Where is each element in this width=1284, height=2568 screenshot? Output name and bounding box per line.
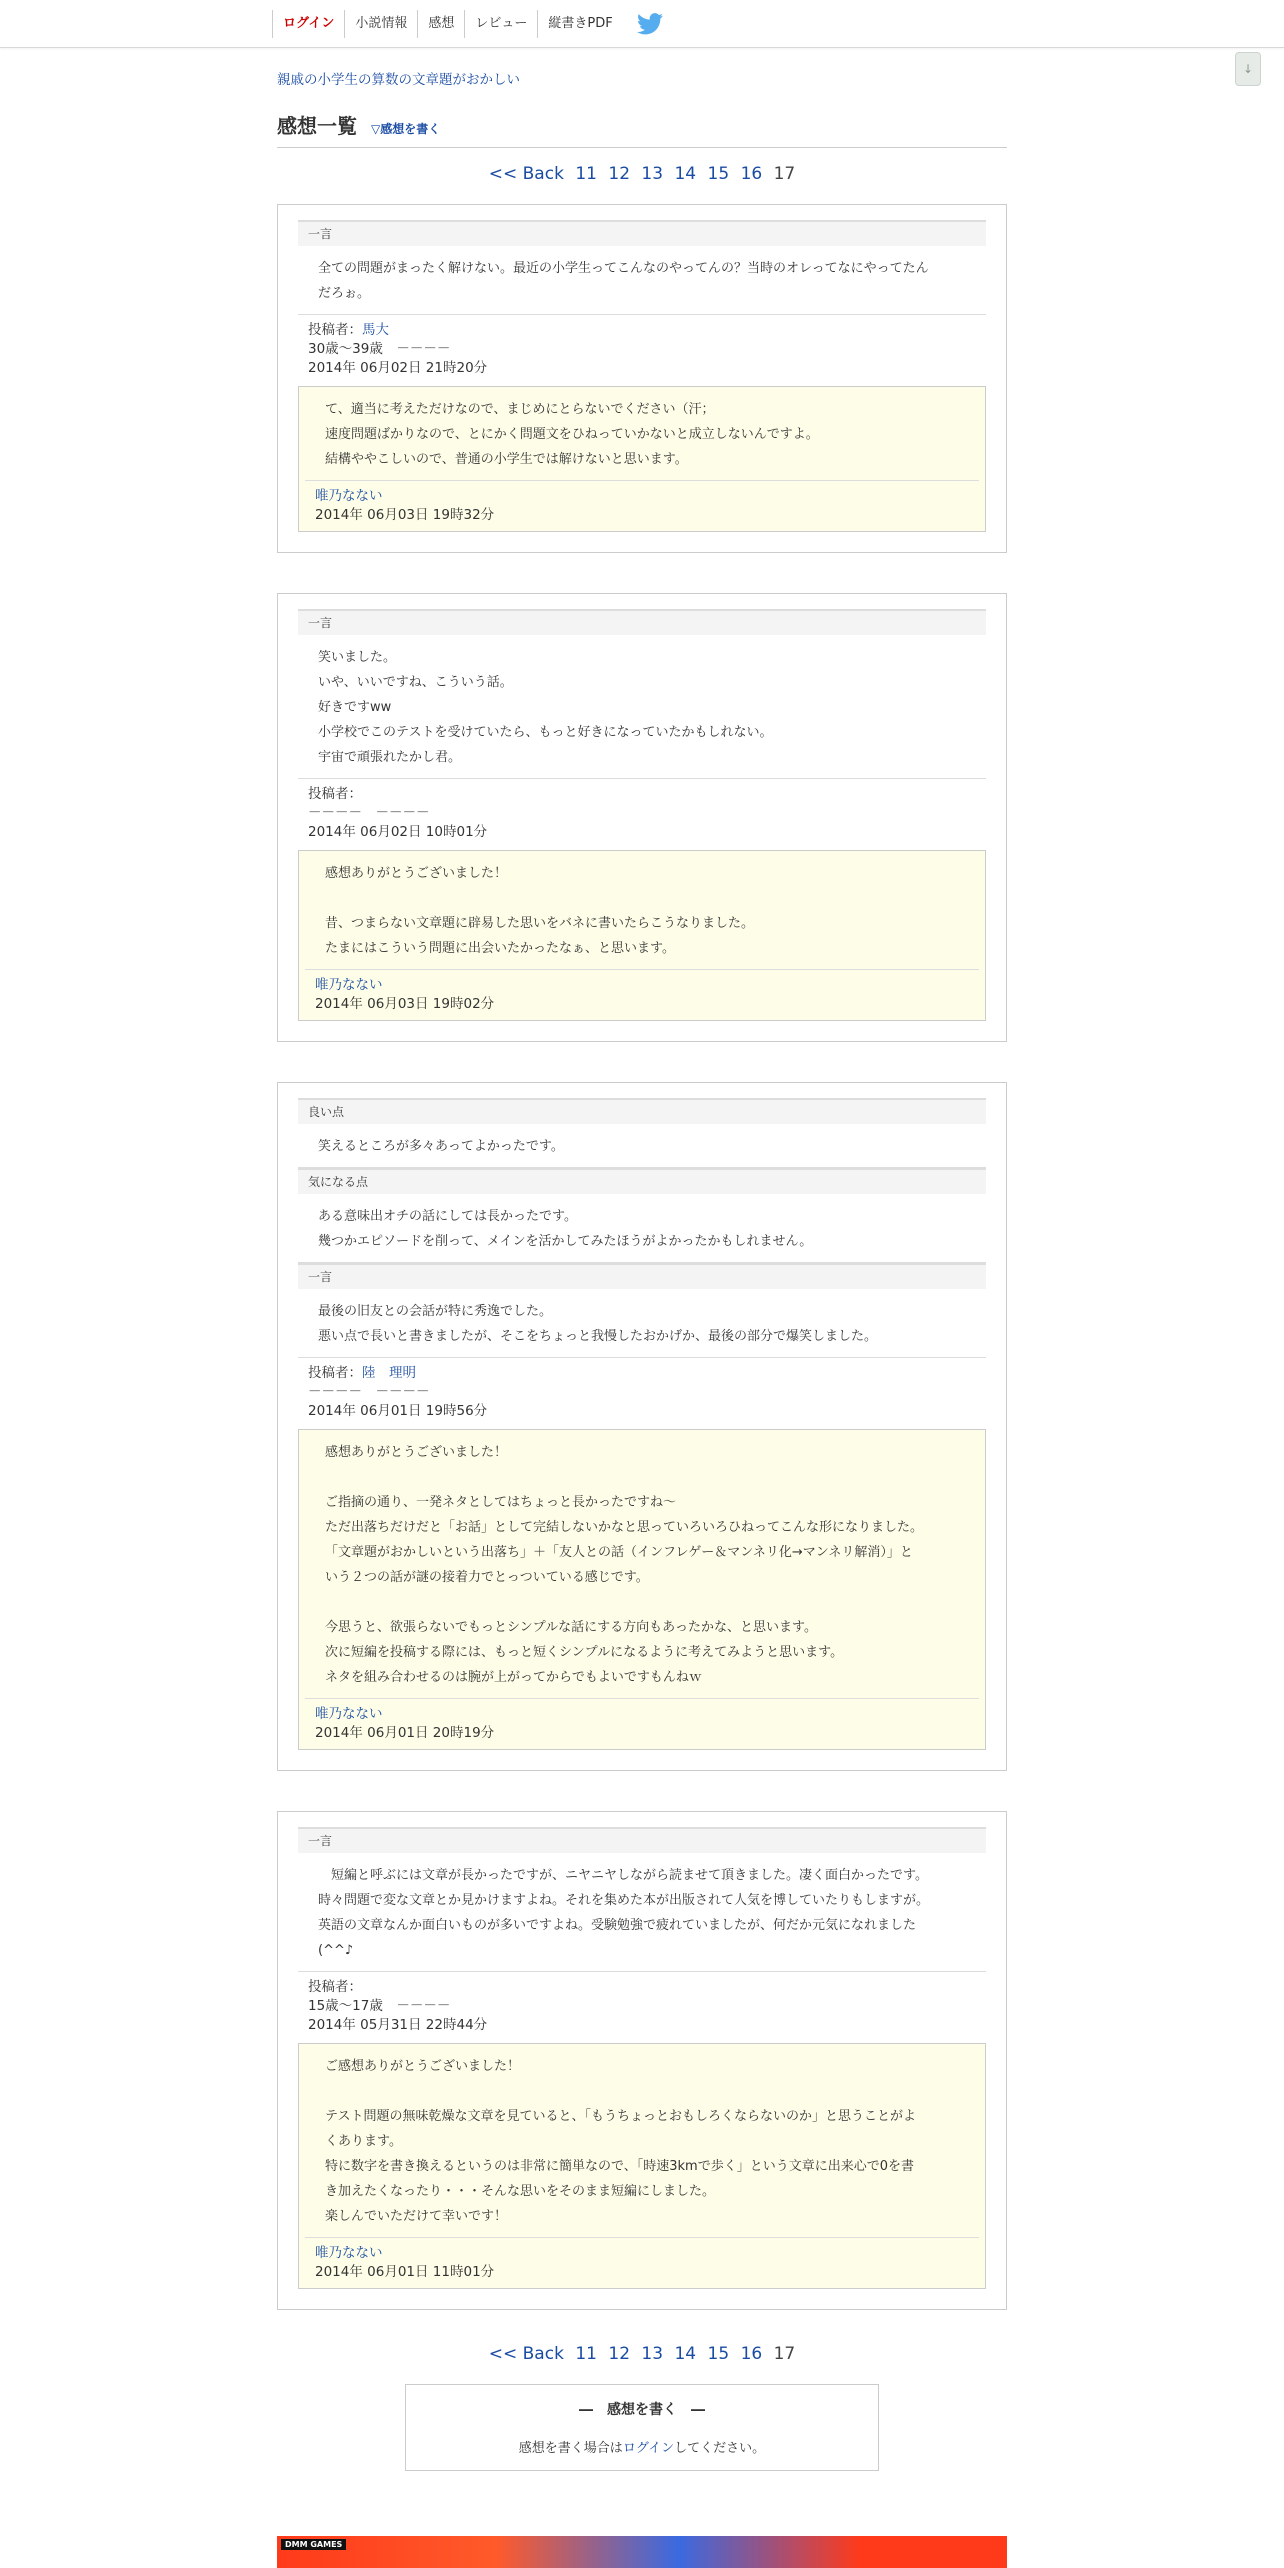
review-text-line: 短編と呼ぶには文章が長かったですが、ニヤニヤしながら読ませて頂きました。凄く面白かったです。 — [318, 1868, 928, 1883]
review-text-line: いや、いいですね、こういう話。 — [318, 675, 513, 690]
poster-label: 投稿者： — [308, 786, 362, 802]
reply-text-line: 昔、つまらない文章題に辟易した思いをバネに書いたらこうなりました。 — [325, 916, 755, 931]
reply-body — [305, 2054, 979, 2238]
reply-body — [305, 397, 979, 481]
reply-text-line — [325, 886, 959, 911]
review-item — [277, 593, 1007, 1042]
poster-info: 15歳～17歳 －－－－ — [308, 1998, 451, 2014]
poster-author[interactable]: 馬大 — [362, 322, 389, 338]
review-meta — [298, 1972, 986, 2043]
poster-info: 30歳～39歳 －－－－ — [308, 341, 451, 357]
review-text-line: だろぉ。 — [318, 286, 371, 301]
reply-author[interactable]: 唯乃なない — [315, 2245, 383, 2261]
review-text-line: 全ての問題がまったく解けない。最近の小学生ってこんなのやってんの？当時のオレってなにやってたん — [318, 261, 929, 276]
page-title: 感想一覧 — [277, 114, 357, 138]
reply-text-line: たまにはこういう問題に出会いたかったなぁ、と思います。 — [325, 941, 675, 956]
pager-back[interactable]: << Back — [488, 2344, 564, 2364]
review-item — [277, 204, 1007, 553]
poster-line — [308, 321, 976, 340]
poster-info: －－－－ －－－－ — [308, 1384, 430, 1400]
author-reply — [298, 1429, 986, 1750]
banner-tag: DMM GAMES — [281, 2539, 346, 2550]
write-box-title: ― 感想を書く ― — [579, 2402, 705, 2418]
pager-page[interactable]: 15 — [707, 164, 730, 184]
review-item — [277, 1082, 1007, 1771]
reply-text-line — [325, 1465, 959, 1490]
nav-login[interactable]: ログイン — [272, 10, 344, 38]
write-box-text — [406, 2437, 878, 2456]
review-meta — [298, 315, 986, 386]
reply-author[interactable]: 唯乃なない — [315, 488, 383, 504]
review-date: 2014年 06月02日 21時20分 — [308, 360, 488, 376]
reply-text-line: 特に数字を書き換えるというのは非常に簡単なので、「時速3kmで歩く」という文章に出来心で0を書 — [325, 2159, 914, 2174]
pager-top — [277, 164, 1007, 184]
review-section-label: 一言 — [298, 220, 986, 246]
poster-info: －－－－ －－－－ — [308, 805, 430, 821]
reply-meta — [305, 1699, 979, 1743]
review-section-label: 良い点 — [298, 1098, 986, 1124]
top-bar — [0, 0, 1284, 48]
review-item — [277, 1811, 1007, 2310]
reply-text-line: いう２つの話が謎の接着力でとっついている感じです。 — [325, 1570, 649, 1585]
reply-text-line: 今思うと、欲張らないでもっとシンプルな話にする方向もあったかな、と思います。 — [325, 1620, 817, 1635]
reply-text-line: くあります。 — [325, 2134, 402, 2149]
twitter-icon[interactable] — [637, 13, 663, 35]
reply-text-line: ネタを組み合わせるのは腕が上がってからでもよいですもんねｗ — [325, 1670, 702, 1685]
pager-page[interactable]: 16 — [740, 2344, 763, 2364]
reply-date: 2014年 06月03日 19時32分 — [315, 507, 495, 523]
pager-back[interactable]: << Back — [488, 164, 564, 184]
reply-text-line: 感想ありがとうございました！ — [325, 866, 508, 881]
review-text-line: 最後の旧友との会話が特に秀逸でした。 — [318, 1304, 553, 1319]
reply-date: 2014年 06月03日 19時02分 — [315, 996, 495, 1012]
pager-page[interactable]: 14 — [674, 2344, 697, 2364]
nav-vertical-pdf[interactable]: 縦書きPDF — [537, 10, 622, 38]
review-section-label: 一言 — [298, 609, 986, 635]
reply-text-line: 楽しんでいただけて幸いです！ — [325, 2209, 508, 2224]
pager-page[interactable]: 16 — [740, 164, 763, 184]
pager-current: 17 — [773, 164, 796, 184]
write-box-text-before: 感想を書く場合は — [518, 2441, 623, 2456]
reply-author[interactable]: 唯乃なない — [315, 977, 383, 993]
reply-text-line — [325, 1590, 959, 1615]
page-header — [277, 110, 1007, 148]
write-impression-box — [405, 2384, 879, 2471]
review-date: 2014年 05月31日 22時44分 — [308, 2017, 488, 2033]
review-section-body — [298, 1289, 986, 1358]
reply-text-line: 速度問題ばかりなので、とにかく問題文をひねっていかないと成立しないんですよ。 — [325, 427, 819, 442]
scroll-down-tab[interactable]: ↓ — [1235, 52, 1261, 86]
review-section-body — [298, 1194, 986, 1263]
review-text-line: 宇宙で頑張れたかし君。 — [318, 750, 462, 765]
review-section-label: 一言 — [298, 1827, 986, 1853]
reply-text-line: 感想ありがとうございました！ — [325, 1445, 508, 1460]
pager-page[interactable]: 12 — [608, 2344, 631, 2364]
write-impression-link[interactable]: ▽感想を書く — [371, 122, 441, 136]
pager-page[interactable]: 13 — [641, 2344, 664, 2364]
poster-line — [308, 785, 976, 804]
review-text-line: 笑えるところが多々あってよかったです。 — [318, 1139, 564, 1154]
pager-page[interactable]: 14 — [674, 164, 697, 184]
reply-meta — [305, 2238, 979, 2282]
author-reply — [298, 850, 986, 1021]
pager-page[interactable]: 11 — [575, 2344, 597, 2364]
pager-page[interactable]: 13 — [641, 164, 664, 184]
write-box-login-link[interactable]: ログイン — [622, 2441, 675, 2456]
top-nav — [272, 10, 663, 38]
reply-meta — [305, 970, 979, 1014]
poster-line — [308, 1364, 976, 1383]
reply-text-line: き加えたくなったり・・・そんな思いをそのまま短編にしました。 — [325, 2184, 716, 2199]
reply-text-line: ご指摘の通り、一発ネタとしてはちょっと長かったですね～ — [325, 1495, 677, 1510]
review-text-line: ある意味出オチの話にしては長かったです。 — [318, 1209, 577, 1224]
reply-date: 2014年 06月01日 11時01分 — [315, 2264, 495, 2280]
reply-text-line: ご感想ありがとうございました！ — [325, 2059, 521, 2074]
nav-impressions[interactable]: 感想 — [417, 10, 464, 38]
reply-author[interactable]: 唯乃なない — [315, 1706, 383, 1722]
poster-label: 投稿者： — [308, 1365, 362, 1381]
review-list — [277, 204, 1007, 2310]
author-reply — [298, 2043, 986, 2289]
review-meta — [298, 1358, 986, 1429]
pager-bottom — [277, 2344, 1007, 2364]
review-section-body — [298, 246, 986, 315]
pager-page[interactable]: 12 — [608, 164, 631, 184]
review-section-body — [298, 635, 986, 779]
author-reply — [298, 386, 986, 532]
poster-line — [308, 1978, 976, 1997]
review-section-body — [298, 1853, 986, 1972]
reply-meta — [305, 481, 979, 525]
reply-date: 2014年 06月01日 20時19分 — [315, 1725, 495, 1741]
reply-text-line: 「文章題がおかしいという出落ち」＋「友人との話（インフレゲー＆マンネリ化→マンネリ解消）」と — [325, 1545, 913, 1560]
ad-banner[interactable] — [277, 2536, 1007, 2568]
reply-text-line — [325, 2079, 959, 2104]
review-text-line: 小学校でこのテストを受けていたら、もっと好きになっていたかもしれない。 — [318, 725, 773, 740]
main-content — [277, 48, 1007, 2471]
review-date: 2014年 06月01日 19時56分 — [308, 1403, 488, 1419]
review-section-label: 一言 — [298, 1263, 986, 1289]
review-section-label: 気になる点 — [298, 1168, 986, 1194]
reply-text-line: て、適当に考えただけなので、まじめにとらないでください（汗； — [325, 402, 715, 417]
reply-body — [305, 1440, 979, 1699]
novel-title-link[interactable]: 親戚の小学生の算数の文章題がおかしい — [277, 72, 520, 88]
review-text-line: (^^♪ — [318, 1943, 354, 1958]
review-text-line: 幾つかエピソードを削って、メインを活かしてみたほうがよかったかもしれません。 — [318, 1234, 813, 1249]
reply-text-line: 結構ややこしいので、普通の小学生では解けないと思います。 — [325, 452, 688, 467]
reply-body — [305, 861, 979, 970]
reply-text-line: 次に短編を投稿する際には、もっと短くシンプルになるように考えてみようと思います。 — [325, 1645, 844, 1660]
pager-page[interactable]: 15 — [707, 2344, 730, 2364]
review-date: 2014年 06月02日 10時01分 — [308, 824, 488, 840]
reply-text-line: ただ出落ちだけだと「お話」として完結しないかなと思っていろいろひねってこんな形になりました。 — [325, 1520, 924, 1535]
reply-text-line: テスト問題の無味乾燥な文章を見ていると、「もうちょっとおもしろくならないのか」と思うことがよ — [325, 2109, 916, 2124]
nav-novel-info[interactable]: 小説情報 — [344, 10, 417, 38]
review-text-line: 笑いました。 — [318, 650, 397, 665]
poster-label: 投稿者： — [308, 1979, 362, 1995]
review-text-line: 時々問題で変な文章とか見かけますよね。それを集めた本が出版されて人気を博していたりもしますが。 — [318, 1893, 930, 1908]
pager-page[interactable]: 11 — [575, 164, 597, 184]
review-meta — [298, 779, 986, 850]
review-section-body — [298, 1124, 986, 1168]
pager-current: 17 — [773, 2344, 796, 2364]
review-text-line: 悪い点で長いと書きましたが、そこをちょっと我慢したおかげか、最後の部分で爆笑しました。 — [318, 1329, 878, 1344]
poster-author[interactable]: 陸 理明 — [362, 1365, 416, 1381]
review-text-line: 英語の文章なんか面白いものが多いですよね。受験勉強で疲れていましたが、何だか元気になれました — [318, 1918, 917, 1933]
nav-review[interactable]: レビュー — [464, 10, 537, 38]
review-text-line: 好きですww — [318, 700, 392, 715]
poster-label: 投稿者： — [308, 322, 362, 338]
write-box-text-after: してください。 — [674, 2441, 766, 2456]
